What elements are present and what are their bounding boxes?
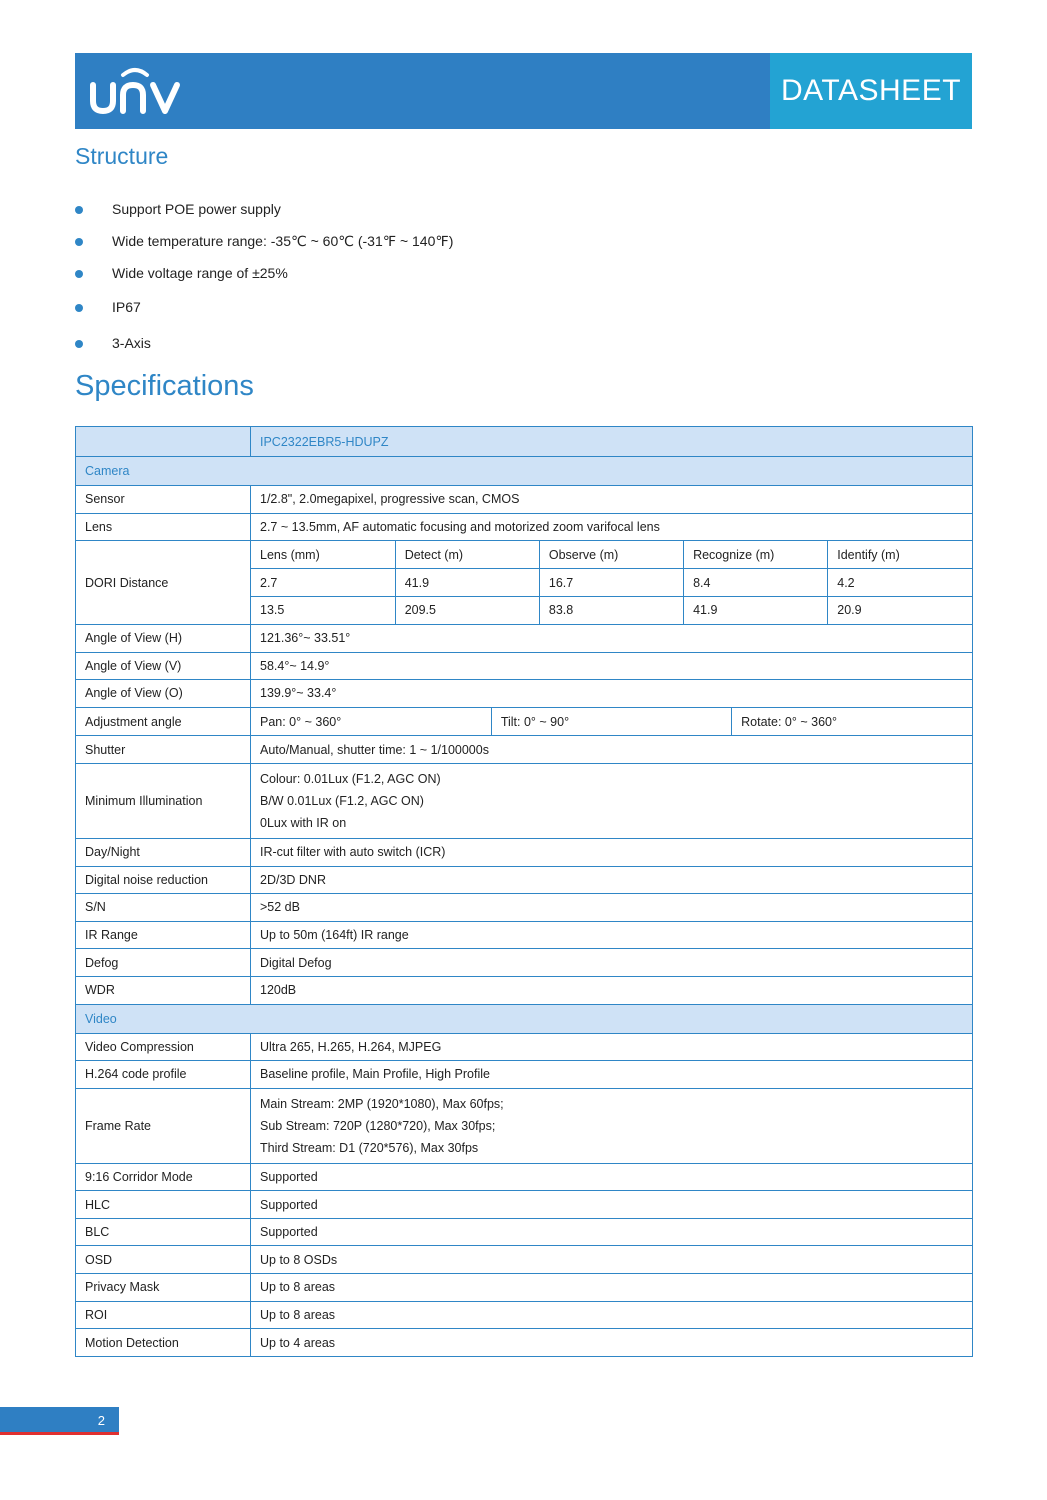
table-row: ROI Up to 8 areas — [76, 1301, 973, 1329]
section-row — [76, 457, 973, 486]
list-item: Wide voltage range of ±25% — [75, 260, 775, 292]
table-row: HLC Supported — [76, 1191, 973, 1219]
table-row: 9:16 Corridor Mode Supported — [76, 1163, 973, 1191]
table-row: Defog Digital Defog — [76, 949, 973, 977]
table-row — [76, 427, 973, 457]
section-video: Video — [76, 1004, 973, 1033]
table-row: Sensor 1/2.8", 2.0megapixel, progressive scan, CMOS — [76, 486, 973, 514]
page-number: 2 — [0, 1407, 119, 1435]
table-row: Motion Detection Up to 4 areas — [76, 1329, 973, 1357]
dori-table — [251, 541, 972, 624]
list-item: Wide temperature range: -35℃ ~ 60℃ (-31℉ ~ 140℉) — [75, 228, 775, 260]
model-name: IPC2322EBR5-HDUPZ — [251, 427, 973, 457]
bullet-icon — [75, 238, 83, 246]
table-row: Angle of View (O) 139.9°~ 33.4° — [76, 680, 973, 708]
table-row: Pan: 0° ~ 360° Tilt: 0° ~ 90° Rotate: 0° ~ 360° — [251, 708, 972, 736]
datasheet-tag: DATASHEET — [770, 53, 972, 129]
table-row: Privacy Mask Up to 8 areas — [76, 1274, 973, 1302]
table-row: Lens (mm) Detect (m) Observe (m) Recognize (m) Identify (m) — [251, 541, 972, 569]
specifications-heading: Specifications — [75, 370, 254, 402]
table-row: H.264 code profile Baseline profile, Main Profile, High Profile — [76, 1061, 973, 1089]
table-row: Video Compression Ultra 265, H.265, H.264, MJPEG — [76, 1033, 973, 1061]
header-banner — [75, 53, 972, 129]
table-row: Angle of View (V) 58.4°~ 14.9° — [76, 652, 973, 680]
table-row: 13.5 209.5 83.8 41.9 20.9 — [251, 596, 972, 624]
spec-table — [75, 426, 973, 1357]
table-row: DORI Distance Lens (mm) Detect (m) Observe (m) Recognize (m) Identify (m) 2.7 41.9 16.7 8.4 4.2 13.5 209.5 83.8 41.9 20.9 — [76, 541, 973, 625]
table-row: Day/Night IR-cut filter with auto switch (ICR) — [76, 838, 973, 866]
table-row: Lens 2.7 ~ 13.5mm, AF automatic focusing and motorized zoom varifocal lens — [76, 513, 973, 541]
list-item: IP67 — [75, 292, 775, 327]
table-row: Frame Rate Main Stream: 2MP (1920*1080), Max 60fps; Sub Stream: 720P (1280*720), Max 30fps; Third Stream: D1 (720*576), Max 30fps — [76, 1088, 973, 1163]
bullet-icon — [75, 270, 83, 278]
table-row: S/N >52 dB — [76, 894, 973, 922]
table-row: WDR 120dB — [76, 976, 973, 1004]
table-row: 2.7 41.9 16.7 8.4 4.2 — [251, 569, 972, 597]
table-row: Adjustment angle Pan: 0° ~ 360° Tilt: 0° ~ 90° Rotate: 0° ~ 360° — [76, 707, 973, 736]
structure-heading: Structure — [75, 143, 169, 169]
list-item: 3-Axis — [75, 327, 775, 359]
table-row: Minimum Illumination Colour: 0.01Lux (F1.2, AGC ON) B/W 0.01Lux (F1.2, AGC ON) 0Lux with IR on — [76, 763, 973, 838]
bullet-icon — [75, 206, 83, 214]
bullet-icon — [75, 340, 83, 348]
bullet-icon — [75, 304, 83, 312]
table-row: BLC Supported — [76, 1218, 973, 1246]
unv-logo — [89, 65, 181, 117]
structure-list — [75, 196, 775, 359]
adjustment-table — [251, 708, 972, 736]
table-row: Shutter Auto/Manual, shutter time: 1 ~ 1/100000s — [76, 736, 973, 764]
table-row: Digital noise reduction 2D/3D DNR — [76, 866, 973, 894]
section-row — [76, 1004, 973, 1033]
list-item: Support POE power supply — [75, 196, 775, 228]
section-camera: Camera — [76, 457, 973, 486]
table-row: IR Range Up to 50m (164ft) IR range — [76, 921, 973, 949]
table-row: Angle of View (H) 121.36°~ 33.51° — [76, 624, 973, 652]
table-row: OSD Up to 8 OSDs — [76, 1246, 973, 1274]
